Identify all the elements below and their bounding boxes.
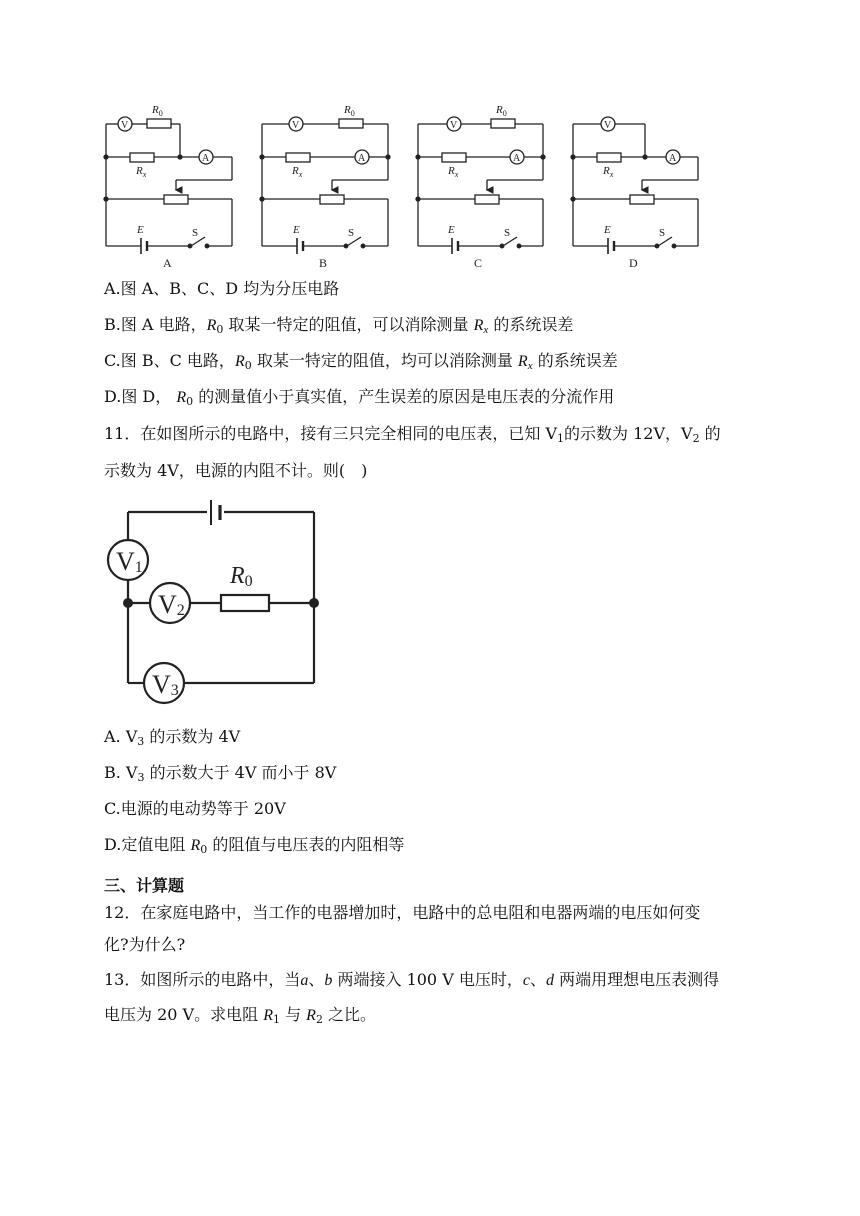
stem-text: 13．如图所示的电路中，当 — [104, 970, 301, 989]
label-rx: $R_x$ — [448, 165, 459, 179]
q10-option-b — [104, 315, 573, 336]
meter-label-a: A — [513, 153, 521, 164]
circuit-figure-d — [571, 117, 698, 254]
circuit-figure-a — [104, 117, 232, 254]
resistor-rx — [597, 153, 621, 162]
stem-text: 11．在如图所示的电路中，接有三只完全相同的电压表，已知 V — [104, 424, 558, 443]
rheostat — [164, 195, 188, 204]
option-text: 的示数大于 4V 而小于 8V — [149, 763, 337, 782]
meter-label-a: A — [358, 153, 366, 164]
label-r0: $R_0$ — [344, 104, 355, 118]
v1-label: V1 — [116, 547, 143, 576]
subscript: 0 — [186, 395, 194, 408]
meter-label-v: V — [292, 120, 300, 131]
figure-label-d: D — [629, 256, 638, 270]
stem-text: 两端用理想电压表测得 — [559, 970, 720, 989]
resistor-rx — [442, 153, 466, 162]
symbol-a: a — [300, 972, 309, 989]
option-text: 的系统误差 — [537, 351, 618, 370]
resistor-r0 — [221, 595, 269, 611]
option-text: B.图 A 电路， — [104, 315, 207, 334]
circuit-figure-b — [260, 117, 390, 254]
r0-label: R0 — [230, 563, 253, 590]
stem-text: 两端接入 100 V 电压时， — [337, 970, 523, 989]
subscript: 0 — [200, 843, 208, 856]
q10-option-c — [104, 351, 618, 372]
subscript: 0 — [216, 323, 224, 336]
symbol-d: d — [545, 972, 554, 989]
meter-label-a: A — [202, 153, 210, 164]
option-text: C.图 B、C 电路， — [104, 351, 235, 370]
label-r0: $R_0$ — [496, 104, 507, 118]
stem-text: 的示数为 12V，V — [564, 424, 693, 443]
label-r0: $R_0$ — [152, 104, 163, 118]
v3-label: V3 — [152, 670, 179, 699]
label-s: S — [504, 227, 511, 239]
option-text: D.图 D， — [104, 387, 172, 406]
q11-stem-line1: 11．在如图所示的电路中，接有三只完全相同的电压表，已知 $V_1$的示数为 12V，$V_2$ 的 — [104, 424, 721, 445]
figure-label-c: C — [474, 256, 483, 270]
symbol-rx: R — [473, 317, 484, 334]
q10-option-d — [104, 387, 614, 408]
stem-text: 电压为 20 V。求电阻 — [104, 1005, 259, 1024]
option-text: 的测量值小于真实值，产生误差的原因是电压表的分流作用 — [198, 387, 615, 406]
label-e: E — [604, 224, 611, 236]
resistor-r0 — [147, 119, 171, 128]
symbol-r0: R — [206, 317, 217, 334]
label-e: E — [293, 224, 300, 236]
symbol-rx: R — [517, 353, 528, 370]
subscript: x — [483, 324, 489, 336]
option-text: 的系统误差 — [493, 315, 574, 334]
meter-label-v: V — [450, 120, 458, 131]
symbol-r0: R — [176, 389, 187, 406]
option-text: 取某一特定的阻值，均可以消除测量 — [256, 351, 513, 370]
subscript: 0 — [244, 359, 252, 372]
rheostat — [630, 195, 654, 204]
q11-option-d — [104, 835, 404, 856]
option-text: D.定值电阻 — [104, 835, 186, 854]
circuit-figure-c — [416, 117, 545, 254]
q13-line2: 电压为 20 V。求电阻 $R_1$ 与 $R_2$ 之比。 — [104, 1005, 377, 1026]
resistor-rx — [130, 153, 154, 162]
symbol-r0: R — [190, 837, 201, 854]
option-text: A. V — [104, 727, 138, 746]
symbol-r0: R — [234, 353, 245, 370]
option-text: A.图 A、B、C、D 均为分压电路 — [104, 279, 340, 298]
rheostat — [320, 195, 344, 204]
option-text: 的阻值与电压表的内阻相等 — [212, 835, 405, 854]
figure-label-a: A — [163, 256, 172, 270]
circuit-figures-row — [0, 0, 860, 280]
rheostat — [475, 195, 499, 204]
symbol-b: b — [324, 972, 333, 989]
q11-stem-line2 — [104, 461, 367, 481]
q11-circuit-figure — [100, 495, 340, 715]
q11-option-a: A. $V_3$ 的示数为 4V — [104, 727, 241, 748]
label-s: S — [348, 227, 355, 239]
option-text: 取某一特定的阻值，可以消除测量 — [228, 315, 469, 334]
resistor-r0 — [339, 119, 363, 128]
stem-text: 与 — [285, 1005, 302, 1024]
q11-option-c — [104, 799, 286, 819]
section-heading: 三、计算题 — [104, 876, 185, 895]
label-rx: $R_x$ — [136, 165, 147, 179]
resistor-rx — [286, 153, 310, 162]
label-s: S — [192, 227, 199, 239]
label-e: E — [137, 224, 144, 236]
option-text: C.电源的电动势等于 20V — [104, 799, 286, 818]
symbol-r1: R — [263, 1007, 273, 1024]
label-rx: $R_x$ — [292, 165, 303, 179]
meter-label-v: V — [604, 120, 612, 131]
option-text: B. V — [104, 763, 138, 782]
figure-label-b: B — [319, 256, 328, 270]
q12-line2: 化?为什么? — [104, 935, 186, 954]
meter-label-a: A — [669, 153, 677, 164]
subscript: x — [527, 360, 533, 372]
q11-option-b: B. $V_3$ 的示数大于 4V 而小于 8V — [104, 763, 337, 784]
q12-line1: 12．在家庭电路中，当工作的电器增加时，电路中的总电阻和电器两端的电压如何变 — [104, 903, 701, 922]
symbol-r2: R — [306, 1007, 316, 1024]
option-text: 的示数为 4V — [149, 727, 241, 746]
resistor-r0 — [491, 119, 515, 128]
v2-label: V2 — [158, 590, 185, 619]
stem-text: 示数为 4V，电源的内阻不计。则( ) — [104, 461, 368, 480]
label-rx: $R_x$ — [603, 165, 614, 179]
label-e: E — [448, 224, 455, 236]
q10-option-a — [104, 279, 339, 299]
q13-line1: 13．如图所示的电路中，当a、b 两端接入 100 V 电压时，c、d 两端用理想电压表测得 — [104, 970, 720, 989]
meter-label-v: V — [121, 120, 129, 131]
stem-text: 的 — [704, 424, 721, 443]
stem-text: 之比。 — [328, 1005, 377, 1024]
symbol-c: c — [522, 972, 530, 989]
label-s: S — [659, 227, 666, 239]
